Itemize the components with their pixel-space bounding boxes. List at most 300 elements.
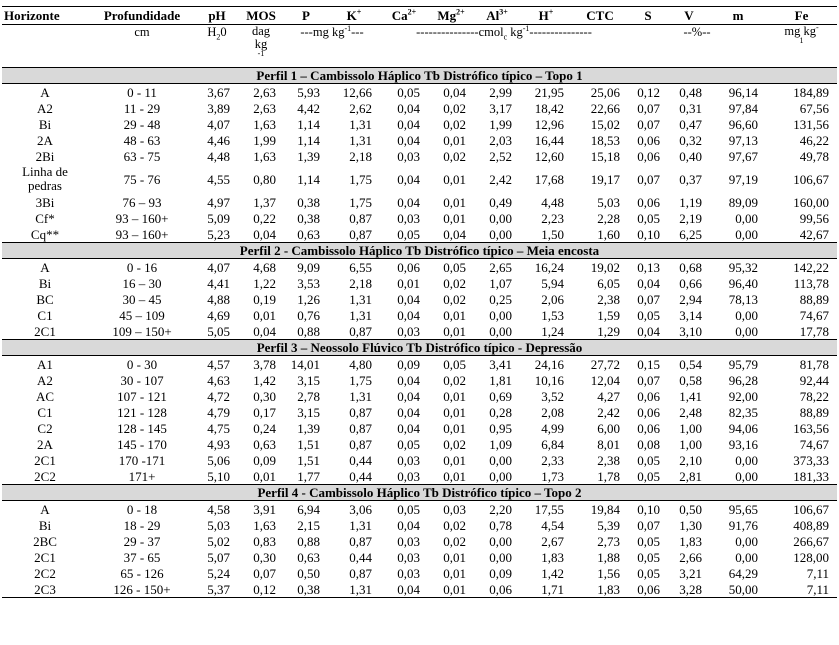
cell-horizonte: AC bbox=[35, 388, 55, 404]
cell-value: 24,16 bbox=[534, 356, 564, 372]
cell-value: 0,00 bbox=[735, 549, 758, 565]
cell-value: 3,53 bbox=[297, 275, 320, 291]
cell-value: 3,17 bbox=[489, 100, 512, 116]
cell-value: 0,09 bbox=[489, 565, 512, 581]
cell-value: 0,06 bbox=[474, 581, 520, 598]
unit-mg-kg: ---mg $kg^{-1}---$ bbox=[300, 23, 364, 39]
cell-value: 0,49 bbox=[489, 194, 512, 210]
cell-value: 1,29 bbox=[597, 323, 620, 339]
cell-horizonte: 2A bbox=[37, 132, 53, 148]
cell-value: 1,37 bbox=[253, 194, 276, 210]
soil-properties-table bbox=[2, 6, 837, 598]
cell-value: 2,19 bbox=[679, 210, 702, 226]
cell-value: 0,76 bbox=[297, 307, 320, 323]
cell-value: 4,88 bbox=[207, 291, 230, 307]
cell-value: 0,05 bbox=[637, 468, 660, 484]
cell-value: 0,00 bbox=[735, 226, 758, 242]
cell-value: 0,83 bbox=[253, 533, 276, 549]
cell-value: 2,81 bbox=[679, 468, 702, 484]
cell-profundidade: 29 - 37 bbox=[123, 533, 161, 549]
table-row bbox=[2, 164, 837, 194]
cell-value: 0,54 bbox=[679, 356, 702, 372]
cell-horizonte: 2A bbox=[37, 436, 53, 452]
cell-value: 2,18 bbox=[349, 148, 372, 164]
cell-value: 4,75 bbox=[207, 420, 230, 436]
cell-value: 19,84 bbox=[590, 501, 620, 517]
cell-horizonte: Bi bbox=[38, 517, 52, 533]
cell-profundidade: 93 – 160+ bbox=[115, 210, 169, 226]
cell-profundidade: 30 - 107 bbox=[120, 372, 164, 388]
cell-value: 6,84 bbox=[541, 436, 564, 452]
cell-horizonte: Cq** bbox=[30, 226, 60, 242]
cell-value: 1,14 bbox=[297, 116, 320, 132]
cell-value: 1,19 bbox=[679, 194, 702, 210]
cell-value: 0,07 bbox=[253, 565, 276, 581]
cell-value: 0,06 bbox=[628, 581, 668, 598]
cell-value: 4,79 bbox=[207, 404, 230, 420]
cell-value: 106,67 bbox=[793, 501, 829, 517]
cell-value: 2,28 bbox=[597, 210, 620, 226]
cell-horizonte: 3Bi bbox=[35, 194, 55, 210]
cell-value: 0,01 bbox=[443, 452, 466, 468]
cell-value: 0,00 bbox=[735, 452, 758, 468]
cell-horizonte: C1 bbox=[37, 404, 53, 420]
cell-profundidade: 16 – 30 bbox=[122, 275, 162, 291]
cell-value: 1,73 bbox=[541, 468, 564, 484]
table-row bbox=[2, 259, 837, 276]
cell-horizonte: 2C1 bbox=[34, 549, 56, 565]
cell-value: 0,00 bbox=[489, 549, 512, 565]
table-row bbox=[2, 226, 837, 243]
cell-value: 2,65 bbox=[489, 259, 512, 275]
cell-value: 5,03 bbox=[597, 194, 620, 210]
cell-value: 0,02 bbox=[443, 116, 466, 132]
cell-value: 0,00 bbox=[489, 307, 512, 323]
col-profundidade: Profundidade bbox=[103, 8, 181, 23]
cell-value: 373,33 bbox=[793, 452, 829, 468]
unit-horizonte bbox=[2, 25, 88, 68]
cell-value: 2,99 bbox=[489, 84, 512, 100]
cell-value: 12,04 bbox=[590, 372, 620, 388]
cell-value: 0,00 bbox=[735, 210, 758, 226]
cell-value: 3,52 bbox=[541, 388, 564, 404]
cell-value: 0,08 bbox=[637, 436, 660, 452]
cell-value: 95,65 bbox=[728, 501, 758, 517]
cell-value: 67,56 bbox=[799, 100, 829, 116]
cell-value: 0,30 bbox=[253, 549, 276, 565]
cell-value: 2,62 bbox=[349, 100, 372, 116]
cell-value: 0,06 bbox=[637, 194, 660, 210]
cell-value: 3,91 bbox=[253, 501, 276, 517]
cell-value: 4,97 bbox=[207, 194, 230, 210]
cell-value: 81,78 bbox=[799, 356, 829, 372]
cell-value: 2,94 bbox=[679, 291, 702, 307]
cell-value: 0,04 bbox=[637, 275, 660, 291]
cell-value: 0,06 bbox=[637, 404, 660, 420]
table-row bbox=[2, 275, 837, 291]
cell-value: 0,15 bbox=[637, 356, 660, 372]
cell-value: 0,04 bbox=[397, 291, 420, 307]
cell-profundidade: 75 - 76 bbox=[123, 171, 161, 187]
cell-value: 0,44 bbox=[349, 468, 372, 484]
table-row bbox=[2, 468, 837, 485]
cell-value: 0,58 bbox=[679, 372, 702, 388]
cell-value: 0,01 bbox=[428, 581, 474, 598]
table-row bbox=[2, 533, 837, 549]
cell-value: 0,00 bbox=[489, 533, 512, 549]
cell-value: 131,56 bbox=[793, 116, 829, 132]
cell-value: 99,56 bbox=[799, 210, 829, 226]
table-row bbox=[2, 452, 837, 468]
cell-value: 0,04 bbox=[397, 404, 420, 420]
cell-value: 4,27 bbox=[597, 388, 620, 404]
cell-value: 1,31 bbox=[349, 291, 372, 307]
cell-value: 1,51 bbox=[297, 452, 320, 468]
cell-value: 93,16 bbox=[728, 436, 758, 452]
cell-value: 0,01 bbox=[443, 323, 466, 339]
cell-value: 266,67 bbox=[793, 533, 829, 549]
cell-horizonte: 2Bi bbox=[35, 148, 55, 164]
table-body bbox=[2, 68, 837, 598]
cell-value: 46,22 bbox=[799, 132, 829, 148]
cell-value: 1,31 bbox=[349, 116, 372, 132]
cell-value: 1,81 bbox=[489, 372, 512, 388]
cell-value: 2,06 bbox=[541, 291, 564, 307]
cell-value: 0,01 bbox=[443, 404, 466, 420]
cell-value: 0,68 bbox=[679, 259, 702, 275]
cell-value: 16,24 bbox=[534, 259, 564, 275]
cell-value: 19,02 bbox=[590, 259, 620, 275]
cell-value: 113,78 bbox=[793, 275, 829, 291]
table-row bbox=[2, 420, 837, 436]
cell-value: 0,63 bbox=[297, 549, 320, 565]
cell-value: 1,39 bbox=[297, 148, 320, 164]
cell-value: 3,06 bbox=[349, 501, 372, 517]
cell-value: 0,44 bbox=[349, 452, 372, 468]
cell-value: 2,66 bbox=[679, 549, 702, 565]
cell-value: 91,76 bbox=[728, 517, 758, 533]
cell-value: 0,12 bbox=[637, 84, 660, 100]
col-k: K+ bbox=[346, 7, 362, 23]
cell-value: 0,17 bbox=[253, 404, 276, 420]
cell-value: 2,18 bbox=[349, 275, 372, 291]
cell-profundidade: 0 - 11 bbox=[127, 84, 157, 100]
cell-value: 27,72 bbox=[590, 356, 620, 372]
cell-value: 97,84 bbox=[728, 100, 758, 116]
cell-profundidade: 65 - 126 bbox=[120, 565, 164, 581]
cell-value: 1,78 bbox=[597, 468, 620, 484]
cell-value: 92,44 bbox=[799, 372, 829, 388]
unit-percent: --%-- bbox=[683, 25, 711, 39]
section-title: Perfil 3 – Neossolo Flúvico Tb Distrófico típico - Depressão bbox=[2, 340, 837, 356]
cell-value: 0,04 bbox=[253, 323, 276, 339]
cell-value: 0,12 bbox=[238, 581, 284, 598]
cell-value: 1,26 bbox=[297, 291, 320, 307]
cell-value: 0,01 bbox=[443, 388, 466, 404]
cell-value: 0,87 bbox=[349, 533, 372, 549]
table-row bbox=[2, 307, 837, 323]
cell-value: 0,05 bbox=[397, 226, 420, 242]
cell-value: 2,38 bbox=[597, 452, 620, 468]
cell-value: 0,32 bbox=[679, 132, 702, 148]
cell-value: 0,44 bbox=[349, 549, 372, 565]
cell-value: 96,14 bbox=[728, 84, 758, 100]
cell-value: 0,02 bbox=[443, 436, 466, 452]
cell-value: 4,41 bbox=[207, 275, 230, 291]
section-header bbox=[2, 340, 837, 356]
cell-value: 0,04 bbox=[397, 194, 420, 210]
cell-value: 0,02 bbox=[443, 291, 466, 307]
cell-value: 0,05 bbox=[397, 501, 420, 517]
cell-value: 42,67 bbox=[799, 226, 829, 242]
section-header bbox=[2, 485, 837, 501]
cell-value: 5,03 bbox=[207, 517, 230, 533]
cell-value: 0,10 bbox=[637, 226, 660, 242]
cell-value: 1,99 bbox=[253, 132, 276, 148]
cell-value: 0,03 bbox=[397, 533, 420, 549]
cell-value: 0,38 bbox=[297, 194, 320, 210]
cell-horizonte: A1 bbox=[37, 356, 53, 372]
cell-value: 0,03 bbox=[397, 565, 420, 581]
cell-value: 4,72 bbox=[207, 388, 230, 404]
cell-value: 0,04 bbox=[397, 388, 420, 404]
cell-value: 0,04 bbox=[397, 100, 420, 116]
cell-horizonte: Bi bbox=[38, 116, 52, 132]
cell-value: 78,13 bbox=[728, 291, 758, 307]
col-ca: $Ca^{2+}$ bbox=[391, 7, 417, 23]
cell-value: 1,83 bbox=[541, 549, 564, 565]
cell-value: 74,67 bbox=[799, 307, 829, 323]
cell-value: 0,40 bbox=[679, 148, 702, 164]
cell-value: 0,31 bbox=[679, 100, 702, 116]
cell-value: 2,42 bbox=[489, 171, 512, 187]
cell-profundidade: 0 - 18 bbox=[126, 501, 158, 517]
cell-value: 96,40 bbox=[728, 275, 758, 291]
table-row bbox=[2, 388, 837, 404]
cell-value: 0,05 bbox=[637, 565, 660, 581]
cell-value: 0,03 bbox=[397, 549, 420, 565]
cell-value: 1,22 bbox=[253, 275, 276, 291]
cell-value: 0,04 bbox=[397, 132, 420, 148]
cell-value: 1,24 bbox=[541, 323, 564, 339]
cell-value: 0,13 bbox=[637, 259, 660, 275]
cell-value: 6,05 bbox=[597, 275, 620, 291]
cell-profundidade: 11 - 29 bbox=[123, 100, 161, 116]
cell-profundidade: 18 - 29 bbox=[123, 517, 161, 533]
cell-horizonte: A bbox=[40, 84, 50, 100]
cell-value: 3,78 bbox=[253, 356, 276, 372]
cell-value: 97,13 bbox=[728, 132, 758, 148]
cell-value: 1,63 bbox=[253, 116, 276, 132]
cell-value: 22,66 bbox=[590, 100, 620, 116]
cell-horizonte: A bbox=[40, 501, 50, 517]
cell-value: 5,37 bbox=[196, 581, 238, 598]
cell-value: 6,00 bbox=[597, 420, 620, 436]
cell-value: 1,75 bbox=[349, 372, 372, 388]
soil-table-container bbox=[2, 0, 837, 598]
table-row bbox=[2, 100, 837, 116]
cell-profundidade: 63 - 75 bbox=[123, 148, 161, 164]
cell-value: 0,87 bbox=[349, 226, 372, 242]
cell-value: 4,54 bbox=[541, 517, 564, 533]
cell-value: 4,55 bbox=[207, 171, 230, 187]
cell-value: 0,87 bbox=[349, 436, 372, 452]
cell-value: 5,05 bbox=[207, 323, 230, 339]
cell-value: 0,01 bbox=[443, 468, 466, 484]
cell-value: 0,02 bbox=[443, 100, 466, 116]
cell-value: 1,00 bbox=[679, 436, 702, 452]
cell-value: 4,99 bbox=[541, 420, 564, 436]
cell-value: 1,88 bbox=[597, 549, 620, 565]
cell-value: 0,07 bbox=[637, 171, 660, 187]
unit-cmolc: ---------------cmol$_c$ $kg^{-1}---------------$ bbox=[416, 23, 592, 42]
cell-value: 78,22 bbox=[799, 388, 829, 404]
cell-value: 0,30 bbox=[253, 388, 276, 404]
cell-value: 0,06 bbox=[397, 259, 420, 275]
cell-value: 7,11 bbox=[806, 565, 829, 581]
section-header bbox=[2, 243, 837, 259]
cell-value: 0,03 bbox=[443, 501, 466, 517]
table-row bbox=[2, 581, 837, 598]
unit-fe: mg kg- $^1$ bbox=[784, 22, 819, 45]
cell-value: 0,80 bbox=[253, 171, 276, 187]
cell-value: 4,80 bbox=[349, 356, 372, 372]
cell-value: 18,53 bbox=[590, 132, 620, 148]
cell-value: 17,68 bbox=[534, 171, 564, 187]
cell-horizonte: A2 bbox=[37, 100, 53, 116]
cell-value: 0,87 bbox=[349, 404, 372, 420]
cell-profundidade: 145 - 170 bbox=[117, 436, 167, 452]
cell-value: 0,88 bbox=[297, 533, 320, 549]
cell-value: 0,04 bbox=[397, 307, 420, 323]
cell-value: 88,89 bbox=[799, 404, 829, 420]
cell-value: 4,07 bbox=[207, 259, 230, 275]
cell-value: 0,02 bbox=[443, 148, 466, 164]
cell-value: 25,06 bbox=[590, 84, 620, 100]
cell-value: 106,67 bbox=[793, 171, 829, 187]
cell-value: 0,47 bbox=[679, 116, 702, 132]
cell-value: 0,02 bbox=[443, 533, 466, 549]
cell-value: 0,05 bbox=[637, 549, 660, 565]
col-p: P bbox=[302, 8, 310, 23]
cell-value: 10,16 bbox=[534, 372, 564, 388]
table-row bbox=[2, 356, 837, 373]
cell-value: 0,00 bbox=[489, 468, 512, 484]
cell-value: 1,53 bbox=[541, 307, 564, 323]
cell-horizonte: Cf* bbox=[35, 210, 55, 226]
cell-value: 2,03 bbox=[489, 132, 512, 148]
cell-value: 0,09 bbox=[253, 452, 276, 468]
cell-value: 0,05 bbox=[637, 533, 660, 549]
cell-value: 163,56 bbox=[793, 420, 829, 436]
cell-value: 94,06 bbox=[728, 420, 758, 436]
cell-value: 0,00 bbox=[735, 533, 758, 549]
cell-value: 5,39 bbox=[597, 517, 620, 533]
cell-value: 14,01 bbox=[290, 356, 320, 372]
cell-value: 1,59 bbox=[597, 307, 620, 323]
cell-profundidade: 76 – 93 bbox=[122, 194, 162, 210]
cell-value: 4,57 bbox=[207, 356, 230, 372]
cell-value: 1,77 bbox=[297, 468, 320, 484]
col-horizonte: Horizonte bbox=[4, 8, 60, 23]
cell-horizonte: 2C2 bbox=[34, 565, 56, 581]
cell-value: 96,60 bbox=[728, 116, 758, 132]
cell-value: 1,07 bbox=[489, 275, 512, 291]
cell-value: 96,28 bbox=[728, 372, 758, 388]
cell-profundidade: 107 - 121 bbox=[117, 388, 167, 404]
cell-value: 3,21 bbox=[679, 565, 702, 581]
cell-value: 0,50 bbox=[679, 501, 702, 517]
cell-value: 0,01 bbox=[443, 171, 466, 187]
cell-value: 0,04 bbox=[637, 323, 660, 339]
cell-value: 2,48 bbox=[679, 404, 702, 420]
cell-value: 50,00 bbox=[710, 581, 766, 598]
cell-value: 0,01 bbox=[443, 210, 466, 226]
cell-value: 2,78 bbox=[297, 388, 320, 404]
cell-value: 1,42 bbox=[253, 372, 276, 388]
col-ctc: CTC bbox=[586, 8, 614, 23]
cell-value: 1,99 bbox=[489, 116, 512, 132]
cell-value: 142,22 bbox=[793, 259, 829, 275]
cell-value: 92,00 bbox=[728, 388, 758, 404]
cell-horizonte: C1 bbox=[37, 307, 53, 323]
cell-value: 4,48 bbox=[541, 194, 564, 210]
cell-value: 82,35 bbox=[728, 404, 758, 420]
cell-value: 0,00 bbox=[489, 210, 512, 226]
cell-value: 0,04 bbox=[397, 171, 420, 187]
cell-value: 0,04 bbox=[397, 517, 420, 533]
cell-profundidade: 93 – 160+ bbox=[115, 226, 169, 242]
table-row bbox=[2, 291, 837, 307]
cell-value: 0,01 bbox=[443, 420, 466, 436]
cell-value: 0,87 bbox=[349, 210, 372, 226]
cell-profundidade: 45 – 109 bbox=[119, 307, 165, 323]
cell-value: 1,71 bbox=[520, 581, 572, 598]
cell-value: 97,67 bbox=[728, 148, 758, 164]
cell-value: 8,01 bbox=[597, 436, 620, 452]
col-h: H+ bbox=[538, 7, 554, 23]
table-row bbox=[2, 404, 837, 420]
cell-value: 0,38 bbox=[284, 581, 328, 598]
header-row bbox=[2, 7, 837, 25]
table-row bbox=[2, 84, 837, 101]
cell-value: 4,58 bbox=[207, 501, 230, 517]
cell-value: 2,52 bbox=[489, 148, 512, 164]
cell-value: 0,06 bbox=[637, 420, 660, 436]
cell-value: 2,23 bbox=[541, 210, 564, 226]
cell-profundidade: 121 - 128 bbox=[117, 404, 167, 420]
cell-value: 95,79 bbox=[728, 356, 758, 372]
cell-value: 5,02 bbox=[207, 533, 230, 549]
cell-value: 19,17 bbox=[590, 171, 620, 187]
cell-horizonte: 2C1 bbox=[34, 323, 56, 339]
cell-value: 0,02 bbox=[443, 275, 466, 291]
table-row bbox=[2, 323, 837, 340]
cell-value: 0,25 bbox=[489, 291, 512, 307]
cell-value: 0,03 bbox=[397, 468, 420, 484]
table-row bbox=[2, 210, 837, 226]
cell-value: 3,28 bbox=[668, 581, 710, 598]
cell-value: 3,67 bbox=[207, 84, 230, 100]
table-row bbox=[2, 549, 837, 565]
cell-value: 5,09 bbox=[207, 210, 230, 226]
units-row bbox=[2, 25, 837, 68]
cell-value: 0,00 bbox=[489, 452, 512, 468]
cell-value: 74,67 bbox=[799, 436, 829, 452]
cell-value: 0,63 bbox=[253, 436, 276, 452]
cell-value: 0,01 bbox=[443, 194, 466, 210]
cell-value: 0,04 bbox=[380, 581, 428, 598]
